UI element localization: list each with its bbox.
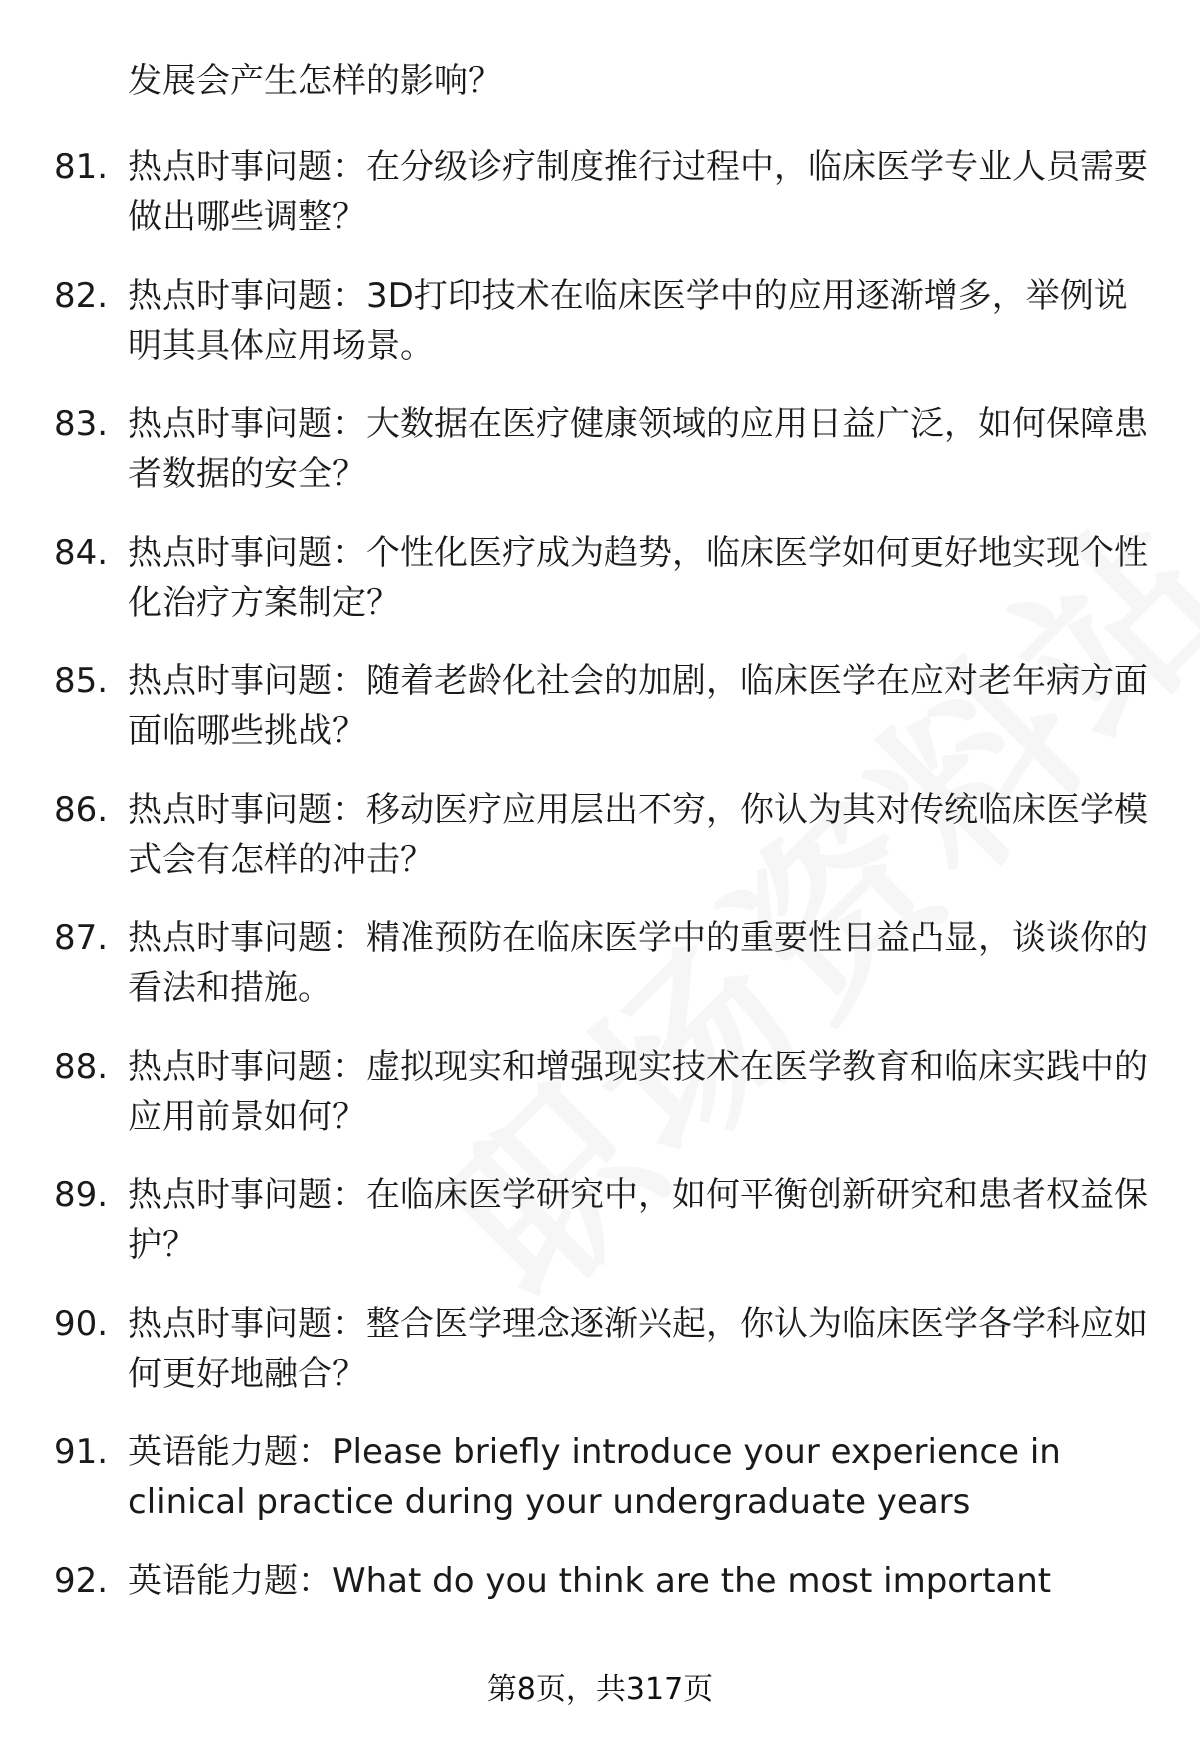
- question-number: 89.: [54, 1175, 109, 1215]
- question-number: 90.: [54, 1303, 109, 1344]
- question-text: 英语能力题：What do you think are the most important: [128, 1560, 1052, 1601]
- question-number: 82.: [54, 275, 109, 316]
- list-item: [0, 656, 1200, 785]
- list-item: [0, 528, 1200, 657]
- question-text: 热点时事问题：个性化医疗成为趋势，临床医学如何更好地实现个性化治疗方案制定？: [128, 532, 1148, 623]
- continued-text: 发展会产生怎样的影响？: [128, 61, 502, 101]
- question-text: 热点时事问题：精准预防在临床医学中的重要性日益凸显，谈谈你的看法和措施。: [128, 918, 1148, 1008]
- question-number: 88.: [54, 1046, 109, 1087]
- question-text: 热点时事问题：虚拟现实和增强现实技术在医学教育和临床实践中的应用前景如何？: [128, 1046, 1148, 1137]
- list-item: [0, 399, 1200, 528]
- question-number: 86.: [54, 789, 109, 830]
- list-item: [0, 142, 1200, 271]
- list-item: [0, 271, 1200, 400]
- list-item: [0, 913, 1200, 1042]
- question-text: 热点时事问题：移动医疗应用层出不穷，你认为其对传统临床医学模式会有怎样的冲击？: [128, 789, 1148, 880]
- question-number: 92.: [54, 1560, 109, 1601]
- list-item: [0, 1427, 1200, 1556]
- question-text: 热点时事问题：在分级诊疗制度推行过程中，临床医学专业人员需要做出哪些调整？: [128, 147, 1148, 237]
- question-number: 91.: [54, 1432, 109, 1472]
- list-item: [0, 1170, 1200, 1299]
- list-item: [0, 785, 1200, 914]
- question-text: 热点时事问题：3D打印技术在临床医学中的应用逐渐增多，举例说明其具体应用场景。: [128, 275, 1128, 366]
- question-text: 热点时事问题：在临床医学研究中，如何平衡创新研究和患者权益保护？: [128, 1175, 1148, 1265]
- question-number: 83.: [54, 404, 109, 444]
- question-text: 英语能力题：Please briefly introduce your experience in clinical practice during your undergraduate years: [128, 1432, 1061, 1522]
- question-number: 84.: [54, 532, 109, 573]
- list-item: [0, 1042, 1200, 1171]
- page-footer: 第8页，共317页: [486, 1672, 714, 1707]
- question-list: [0, 142, 1200, 1684]
- question-number: 85.: [54, 661, 109, 701]
- list-item: [0, 1556, 1200, 1685]
- question-text: 热点时事问题：随着老龄化社会的加剧，临床医学在应对老年病方面面临哪些挑战？: [128, 661, 1148, 751]
- question-text: 热点时事问题：大数据在医疗健康领域的应用日益广泛，如何保障患者数据的安全？: [128, 404, 1148, 494]
- list-item: [0, 1299, 1200, 1428]
- question-number: 87.: [54, 918, 109, 958]
- question-text: 热点时事问题：整合医学理念逐渐兴起，你认为临床医学各学科应如何更好地融合？: [128, 1303, 1148, 1394]
- question-number: 81.: [54, 147, 109, 187]
